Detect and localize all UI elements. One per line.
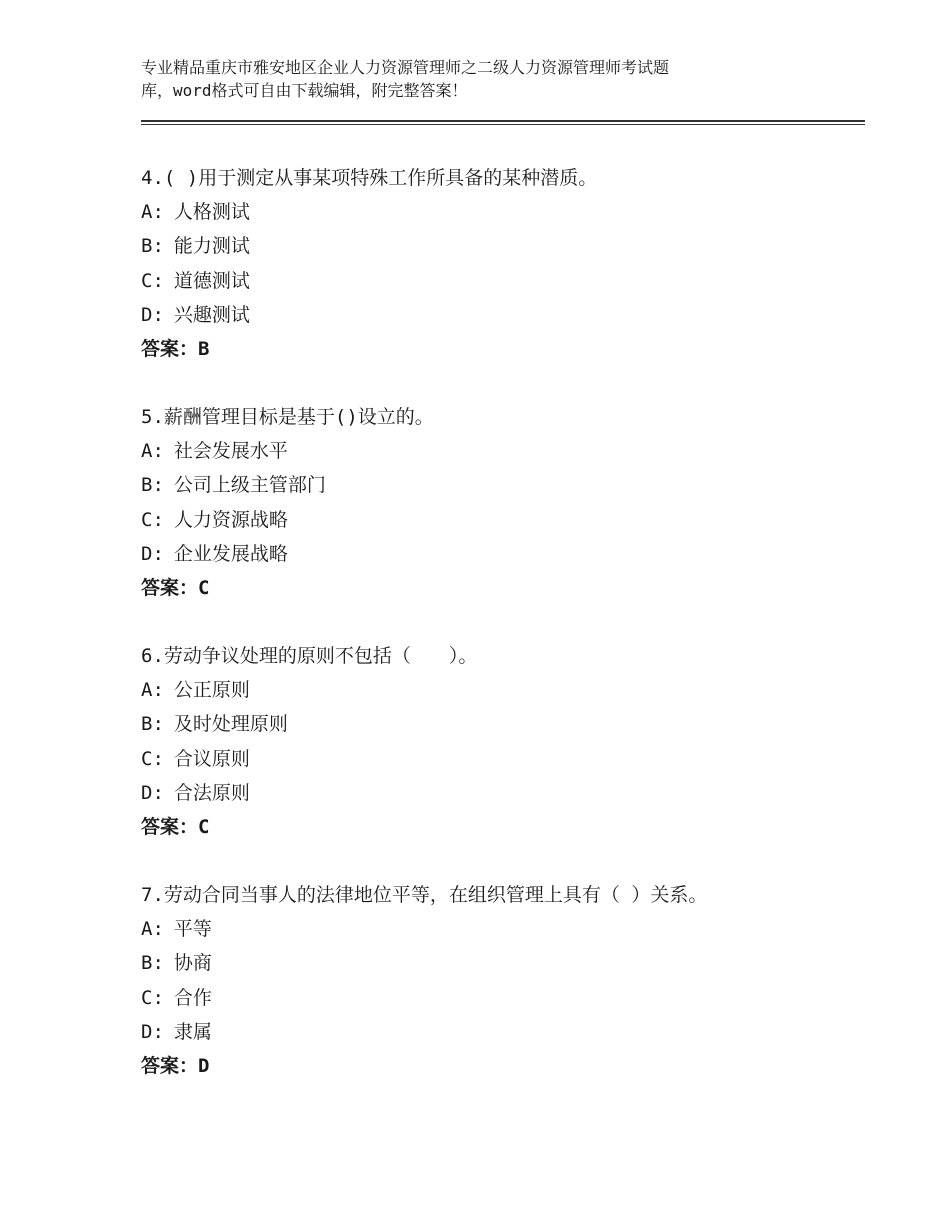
- option-d: [141, 1015, 861, 1049]
- option-letter: B:: [141, 235, 164, 258]
- option-letter: D:: [141, 781, 164, 804]
- option-letter: D:: [141, 1020, 164, 1043]
- option-text: 平等: [173, 918, 212, 941]
- option-b: [141, 946, 861, 980]
- option-text: 人力资源战略: [173, 508, 288, 531]
- option-text: 合法原则: [173, 781, 250, 804]
- option-letter: B:: [141, 713, 164, 736]
- question-7: [141, 878, 861, 1083]
- option-text: 合作: [173, 986, 212, 1009]
- option-letter: A:: [141, 440, 164, 463]
- answer: 答案：C: [141, 576, 210, 599]
- option-text: 及时处理原则: [173, 713, 288, 736]
- option-letter: D:: [141, 542, 164, 565]
- option-a: [141, 673, 861, 707]
- question-stem: 7.劳动合同当事人的法律地位平等，在组织管理上具有（ ）关系。: [141, 884, 708, 906]
- option-letter: A:: [141, 679, 164, 702]
- document-header: [141, 56, 781, 102]
- option-text: 道德测试: [173, 269, 250, 292]
- option-letter: A:: [141, 918, 164, 941]
- option-letter: B:: [141, 474, 164, 497]
- answer: 答案：C: [141, 815, 210, 838]
- option-a: [141, 912, 861, 946]
- option-letter: B:: [141, 952, 164, 975]
- question-4: [141, 161, 861, 366]
- option-c: [141, 503, 861, 537]
- option-c: [141, 742, 861, 776]
- option-c: [141, 264, 861, 298]
- header-title-line-1: 专业精品重庆市雅安地区企业人力资源管理师之二级人力资源管理师考试题: [141, 58, 670, 77]
- option-d: [141, 298, 861, 332]
- option-text: 社会发展水平: [173, 440, 288, 463]
- option-text: 公正原则: [173, 679, 250, 702]
- answer: 答案：B: [141, 337, 210, 360]
- option-d: [141, 776, 861, 810]
- question-stem: 4.( )用于测定从事某项特殊工作所具备的某种潜质。: [141, 167, 598, 189]
- option-c: [141, 981, 861, 1015]
- option-b: [141, 229, 861, 263]
- option-d: [141, 537, 861, 571]
- option-letter: C:: [141, 508, 164, 531]
- option-letter: C:: [141, 269, 164, 292]
- option-text: 协商: [173, 952, 212, 975]
- option-letter: A:: [141, 201, 164, 224]
- question-stem: 5.薪酬管理目标是基于()设立的。: [141, 406, 434, 428]
- header-title-line-2: 库，word格式可自由下载编辑，附完整答案！: [141, 81, 468, 100]
- option-text: 兴趣测试: [173, 303, 250, 326]
- option-text: 企业发展战略: [173, 542, 288, 565]
- option-b: [141, 468, 861, 502]
- option-b: [141, 707, 861, 741]
- option-text: 能力测试: [173, 235, 250, 258]
- option-letter: C:: [141, 747, 164, 770]
- option-a: [141, 434, 861, 468]
- option-text: 公司上级主管部门: [173, 474, 326, 497]
- header-divider: [141, 120, 865, 125]
- option-text: 隶属: [173, 1020, 212, 1043]
- question-6: [141, 639, 861, 844]
- option-a: [141, 195, 861, 229]
- answer: 答案：D: [141, 1054, 210, 1077]
- option-letter: D:: [141, 303, 164, 326]
- option-text: 合议原则: [173, 747, 250, 770]
- question-stem: 6.劳动争议处理的原则不包括（ ）。: [141, 645, 478, 667]
- option-text: 人格测试: [173, 201, 250, 224]
- question-5: [141, 400, 861, 605]
- option-letter: C:: [141, 986, 164, 1009]
